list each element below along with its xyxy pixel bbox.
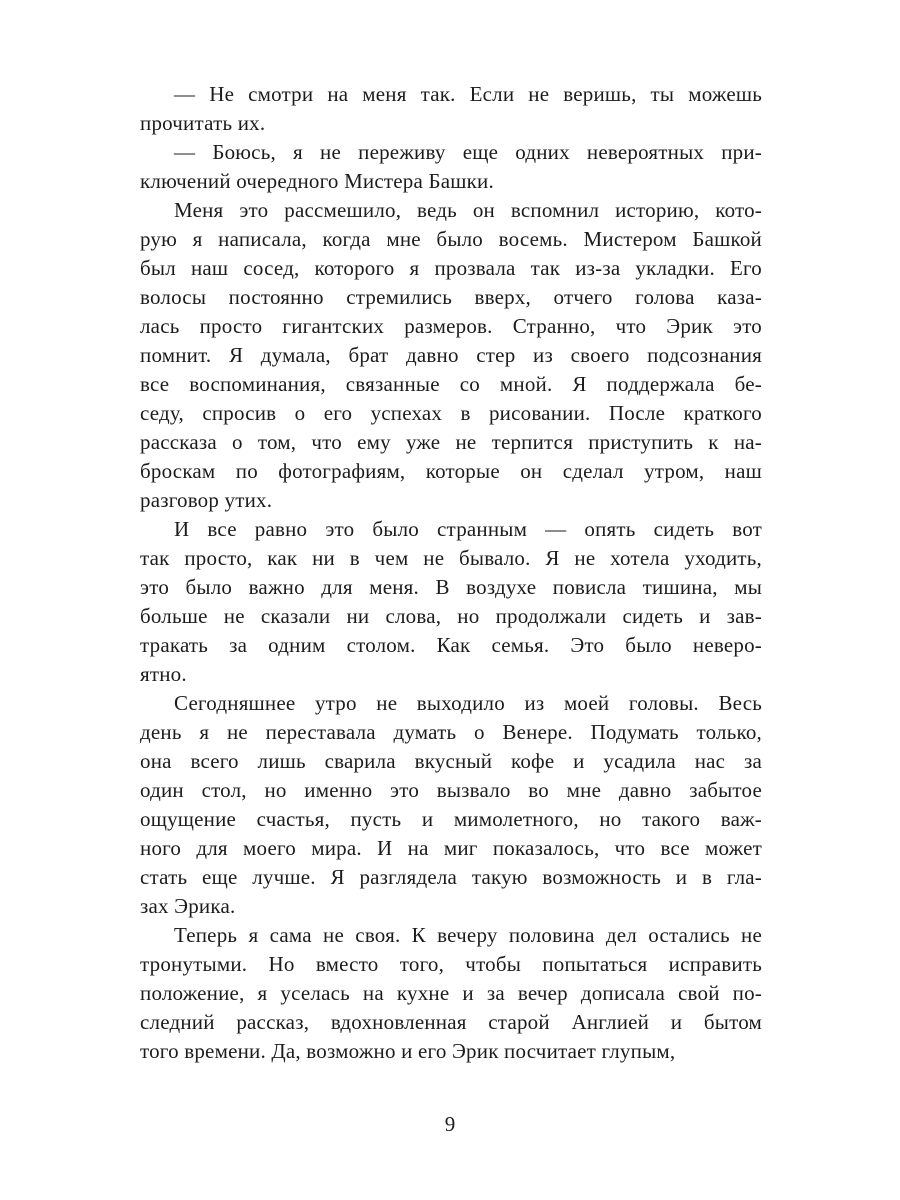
text-line: ощущение счастья, пусть и мимолетного, но такого важ-: [140, 807, 762, 831]
text-line: тронутыми. Но вместо того, чтобы попытаться исправить: [140, 952, 762, 976]
text-line: прочитать их.: [140, 111, 266, 135]
paragraph: [140, 689, 762, 921]
paragraph: [140, 196, 762, 515]
text-line: И все равно это было странным — опять сидеть вот: [174, 517, 762, 541]
paragraph: [140, 80, 762, 138]
text-line: ятно.: [140, 662, 187, 686]
text-line: она всего лишь сварила вкусный кофе и усадила нас за: [140, 749, 762, 773]
text-line: больше не сказали ни слова, но продолжали сидеть и зав-: [140, 604, 762, 628]
text-line: того времени. Да, возможно и его Эрик посчитает глупым,: [140, 1039, 676, 1063]
text-line: стать еще лучше. Я разглядела такую возможность и в гла-: [140, 865, 762, 889]
text-line: тракать за одним столом. Как семья. Это было неверо-: [140, 633, 762, 657]
paragraph: [140, 921, 762, 1066]
text-line: — Не смотри на меня так. Если не веришь, ты можешь: [174, 82, 762, 106]
text-block: [140, 80, 762, 1066]
text-line: так просто, как ни в чем не бывало. Я не хотела уходить,: [140, 546, 762, 570]
text-line: броскам по фотографиям, которые он сделал утром, наш: [140, 459, 762, 483]
text-line: лась просто гигантских размеров. Странно, что Эрик это: [140, 314, 762, 338]
text-line: разговор утих.: [140, 488, 273, 512]
text-line: рую я написала, когда мне было восемь. Мистером Башкой: [140, 227, 762, 251]
text-line: день я не переставала думать о Венере. Подумать только,: [140, 720, 762, 744]
text-line: был наш сосед, которого я прозвала так из-за укладки. Его: [140, 256, 762, 280]
text-line: помнит. Я думала, брат давно стер из своего подсознания: [140, 343, 762, 367]
text-line: следний рассказ, вдохновленная старой Англией и бытом: [140, 1010, 762, 1034]
text-line: волосы постоянно стремились вверх, отчего голова каза-: [140, 285, 762, 309]
text-line: Теперь я сама не своя. К вечеру половина дел остались не: [174, 923, 762, 947]
text-line: рассказа о том, что ему уже не терпится приступить к на-: [140, 430, 762, 454]
paragraph: [140, 138, 762, 196]
text-line: положение, я уселась на кухне и за вечер дописала свой по-: [140, 981, 762, 1005]
text-line: один стол, но именно это вызвало во мне давно забытое: [140, 778, 762, 802]
text-line: Сегодняшнее утро не выходило из моей головы. Весь: [174, 691, 762, 715]
text-line: седу, спросив о его успехах в рисовании. После краткого: [140, 401, 762, 425]
text-line: зах Эрика.: [140, 894, 236, 918]
text-line: все воспоминания, связанные со мной. Я поддержала бе-: [140, 372, 762, 396]
text-line: Меня это рассмешило, ведь он вспомнил историю, кото-: [174, 198, 762, 222]
text-line: ключений очередного Мистера Башки.: [140, 169, 494, 193]
paragraph: [140, 515, 762, 689]
text-line: ного для моего мира. И на миг показалось, что все может: [140, 836, 762, 860]
text-line: это было важно для меня. В воздухе повисла тишина, мы: [140, 575, 762, 599]
page-number: 9: [444, 1112, 456, 1136]
text-line: — Боюсь, я не переживу еще одних невероятных при-: [174, 140, 762, 164]
